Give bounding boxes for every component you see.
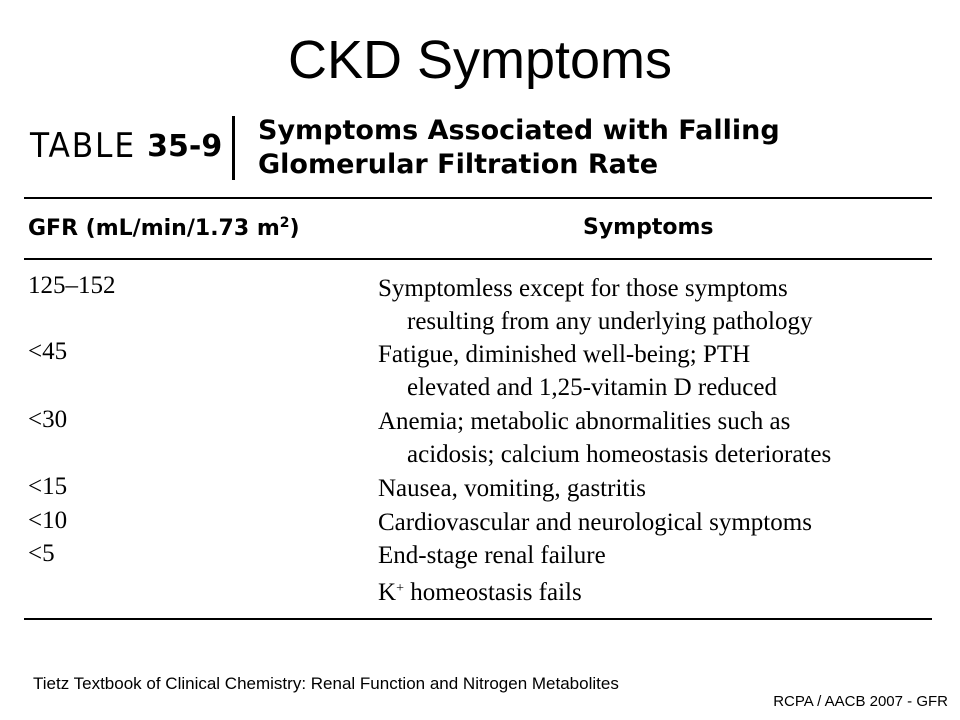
footer-reference: Tietz Textbook of Clinical Chemistry: Renal Function and Nitrogen Metabolites bbox=[33, 674, 619, 693]
footer-credit: RCPA / AACB 2007 - GFR bbox=[773, 693, 948, 710]
symptom-cell bbox=[378, 338, 938, 404]
column-header-gfr-close: ) bbox=[289, 216, 300, 241]
symptom-line: Cardiovascular and neurological symptoms bbox=[378, 509, 812, 536]
gfr-cell: 125–152 bbox=[28, 272, 116, 299]
symptom-line: Symptomless except for those symptoms bbox=[378, 275, 788, 302]
table-header-rule bbox=[24, 258, 932, 260]
symptom-k-symbol: K bbox=[378, 579, 397, 606]
table-caption-line2: Glomerular Filtration Rate bbox=[258, 149, 659, 180]
column-header-symptoms: Symptoms bbox=[583, 215, 714, 240]
table-top-rule bbox=[24, 197, 932, 199]
column-header-gfr-superscript: 2 bbox=[279, 215, 290, 231]
symptom-cell bbox=[378, 506, 938, 539]
table-bottom-rule bbox=[24, 618, 932, 620]
symptom-line: End-stage renal failure bbox=[378, 542, 606, 569]
symptom-cell bbox=[378, 472, 938, 505]
table-label-number: 35-9 bbox=[147, 128, 223, 164]
symptom-k-superscript: + bbox=[396, 581, 404, 596]
gfr-cell: <5 bbox=[28, 540, 55, 567]
table-label-divider bbox=[232, 116, 235, 180]
symptom-cell bbox=[378, 572, 938, 609]
table-caption bbox=[258, 114, 780, 182]
column-header-gfr bbox=[28, 215, 300, 241]
symptom-line-continued: acidosis; calcium homeostasis deteriorates bbox=[407, 441, 832, 468]
symptom-cell bbox=[378, 272, 938, 338]
gfr-cell: <15 bbox=[28, 473, 68, 500]
symptom-cell bbox=[378, 539, 938, 572]
table-label-word: TABLE bbox=[30, 126, 136, 166]
symptom-line-continued: resulting from any underlying pathology bbox=[407, 308, 813, 335]
slide-title: CKD Symptoms bbox=[287, 30, 673, 90]
symptom-cell bbox=[378, 405, 938, 471]
gfr-cell: <30 bbox=[28, 406, 68, 433]
table-caption-line1: Symptoms Associated with Falling bbox=[258, 115, 780, 146]
gfr-cell: <10 bbox=[28, 507, 68, 534]
symptom-k-text: homeostasis fails bbox=[403, 579, 582, 606]
symptom-line: Anemia; metabolic abnormalities such as bbox=[378, 408, 791, 435]
gfr-cell: <45 bbox=[28, 338, 68, 365]
table-label bbox=[30, 116, 222, 176]
symptom-line: Fatigue, diminished well-being; PTH bbox=[378, 341, 751, 368]
column-header-gfr-text: GFR (mL/min/1.73 m bbox=[28, 216, 280, 241]
symptom-line: Nausea, vomiting, gastritis bbox=[378, 475, 647, 502]
symptom-line-continued: elevated and 1,25-vitamin D reduced bbox=[407, 374, 777, 401]
